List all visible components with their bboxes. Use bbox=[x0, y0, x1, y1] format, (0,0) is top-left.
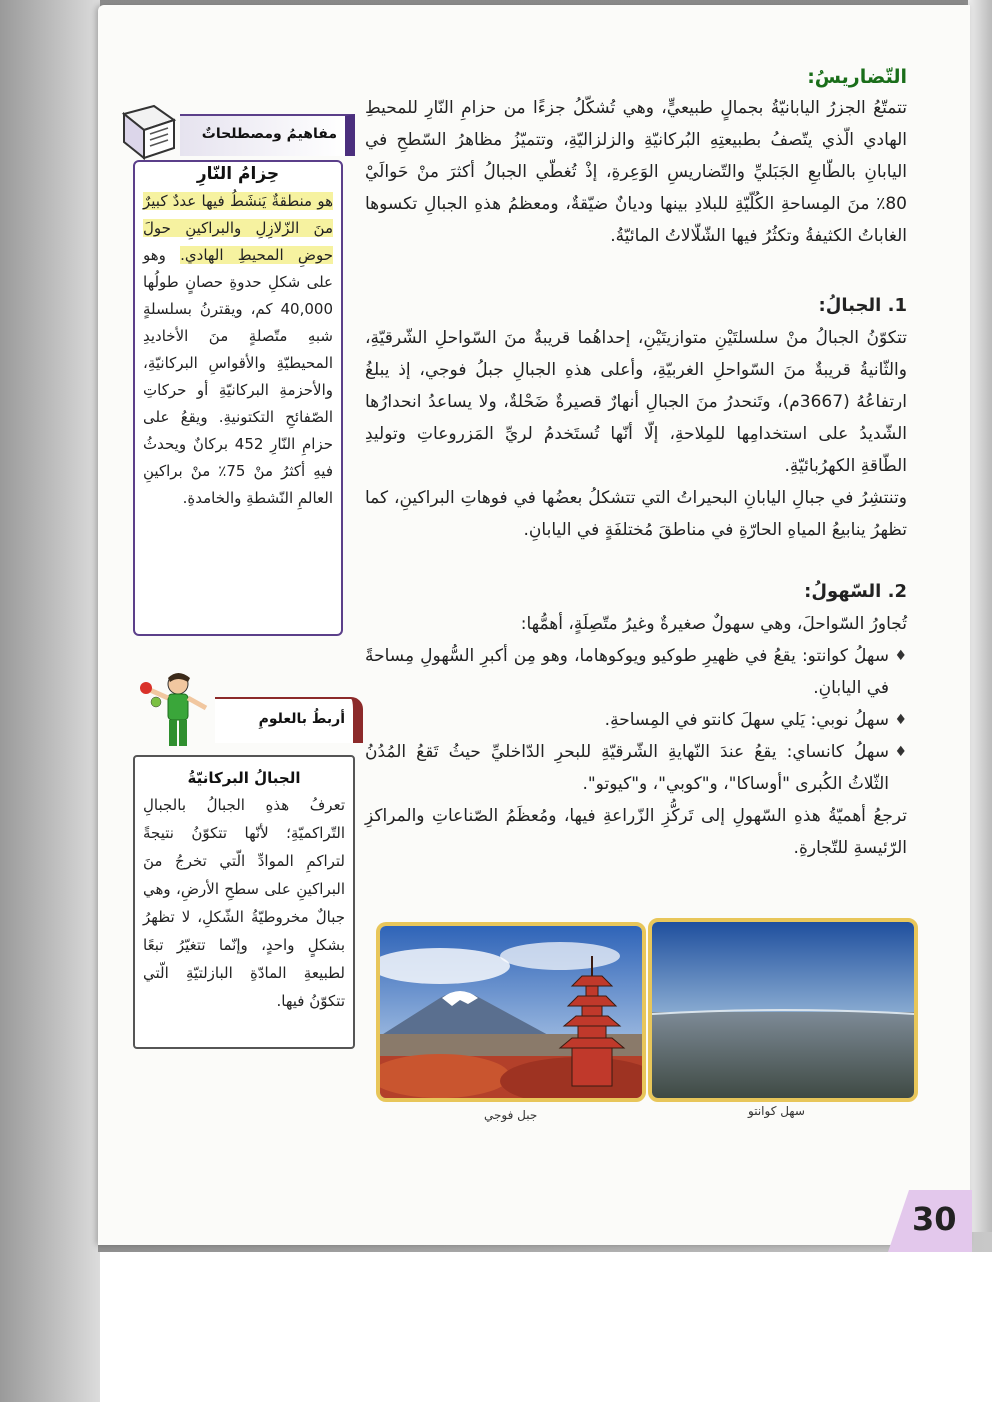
kanto-plain-photo bbox=[648, 918, 918, 1102]
mount-fuji-photo bbox=[376, 922, 646, 1102]
plains-list bbox=[365, 640, 907, 800]
fuji-caption: جبل فوجي bbox=[484, 1108, 538, 1122]
mountains-heading: 1. الجبالُ: bbox=[818, 295, 907, 316]
section-title: التّضاريسُ: bbox=[807, 66, 907, 88]
page-number: 30 bbox=[912, 1200, 957, 1238]
list-item: ♦ سهلُ كوانتو: يقعُ في ظهيرِ طوكيو ويوكوهاما، وهو مِن أكبرِ السُّهولِ مِساحةً في اليابانِ. bbox=[365, 640, 907, 704]
book-icon bbox=[116, 100, 182, 164]
intro-paragraph: تتمتّعُ الجزرُ اليابانيّةُ بجمالٍ طبيعيٍّ، وهي تُشكّلُ جزءًا من حزامِ النّارِ للمحيطِ الهادي الّذي يتّصفُ بطبيعتِهِ البُركانيّةِ والزلزاليّةِ، وتتميّزُ مظاهرُ السّطحِ في اليابانِ بالطّابعِ الجَبَليِّ والتّضاريسِ الوَعِرةِ، إذْ تُغطّي الجبالُ أكثرَ منْ حَوالَيْ 80٪ منَ المِساحةِ الكُلّيّةِ للبلادِ بينها وديانٌ ضيّقةٌ، ومعظمُ هذهِ الجبالِ تكسوها الغاباتُ الكثيفةُ وتكثُرُ فيها الشّلّالاتُ المائيّةُ. bbox=[365, 98, 907, 246]
plains-intro: تُجاورُ السّواحلَ، وهي سهولٌ صغيرةٌ وغيرُ متّصِلَةٍ، أهمُّها: bbox=[520, 614, 907, 634]
mountains-paragraph-2: وتنتشِرُ في جبالِ اليابانِ البحيراتُ التي تتشكلُ بعضُها في فوهاتِ البراكينِ، كما تظهرُ ينابيعُ المياهِ الحارّةِ في مناطقَ مُختلفَةٍ في اليابانِ. bbox=[365, 488, 907, 540]
student-illustration-icon bbox=[136, 668, 218, 756]
concepts-text bbox=[143, 188, 333, 512]
scan-left-edge bbox=[0, 0, 100, 1402]
science-tab bbox=[215, 697, 363, 743]
concepts-tab-label: مفاهيمُ ومصطلحاتٌ bbox=[201, 126, 337, 142]
mount-fuji-image bbox=[380, 926, 642, 1098]
concepts-rest-text: وهو على شكلِ حدوةِ حصانٍ طولُها 40,000 كم، ويقترنُ بسلسلةٍ شبهِ متّصلةٍ منَ الأخاديدِ المحيطيّةِ والأقواسِ البركانيّةِ، والأحزمةِ البركانيّةِ أو حركاتِ الصّفائحِ التكتونيةِ. ويقعُ على حزامِ النّارِ 452 بركانٌ ويحدثُ فيهِ أكثرُ منْ 75٪ منْ براكينِ العالمِ النّشطةِ والخامدةِ. bbox=[143, 246, 334, 507]
main-text-column bbox=[365, 62, 907, 864]
science-title: الجبالُ البركانيّةُ bbox=[187, 769, 301, 787]
concepts-highlighted-text: هو منطقةٌ يَنشَطُ فيها عددٌ كبيرٌ منَ الزّلازِلِ والبراكينِ حولَ حوضِ المحيطِ الهادي. bbox=[143, 192, 333, 264]
plains-outro: ترجعُ أهميّةُ هذهِ السّهولِ إلى تَركُّزِ الزّراعةِ فيها، ومُعظَمُ الصّناعاتِ والمراكزِ الرّئيسةِ للتّجارةِ. bbox=[365, 806, 907, 858]
concepts-title: حِزامُ النّارِ bbox=[196, 164, 280, 184]
concepts-tab bbox=[180, 114, 355, 156]
kanto-caption: سهل كوانتو bbox=[748, 1104, 805, 1118]
concepts-box bbox=[133, 160, 343, 636]
list-item: ♦ سهلُ نوبي: يَلي سهلَ كانتو في المِساحةِ. bbox=[365, 704, 907, 736]
science-box bbox=[133, 755, 355, 1049]
science-tab-label: أربطُ بالعلومِ bbox=[258, 711, 345, 727]
book-spine-edge bbox=[968, 0, 992, 1245]
mountains-paragraph-1: تتكوّنُ الجبالُ منْ سلسلتَيْنِ متوازيتَيْنِ، إحداهُما قريبةٌ منَ السّواحلِ الشّرقيّةِ، والثّانيةُ قريبةٌ منَ السّواحلِ الغربيّةِ، وأعلى هذهِ الجبالِ جبلُ فوجي، إذ يبلغُ ارتفاعُهُ (3667م)، وتَنحدرُ منَ الجبالِ أنهارٌ قصيرةٌ ضَحْلةٌ، ولا يساعدُ انحدارُها الشّديدُ على استخدامِها للمِلاحةِ، إلّا أنّها تُستَخدمُ لريِّ المَزروعاتِ وتوليدِ الطّاقةِ الكهرُبائيّةِ. bbox=[365, 328, 907, 476]
kanto-plain-image bbox=[652, 922, 914, 1098]
science-text: تعرفُ هذهِ الجبالُ بالجبالِ التّراكميّةِ؛ لأنّها تتكوّنُ نتيجةً لتراكمِ الموادِّ الّتي تخرجُ منَ البراكينِ على سطحِ الأرضِ، وهي جبالٌ مخروطيّةُ الشّكلِ، لا تظهرُ بشكلٍ واحدٍ، وإنّما تتغيّرُ تبعًا لطبيعةِ المادّةِ البازلتيّةِ الّتي تتكوّنُ فيها. bbox=[143, 796, 345, 1010]
plains-heading: 2. السّهولُ: bbox=[804, 581, 907, 602]
list-item: ♦ سهلُ كانساي: يقعُ عندَ النّهايةِ الشّرقيّةِ للبحرِ الدّاخليِّ حيثُ تَقعُ المُدُنُ الثّلاثُ الكُبرى "أوساكا"، و"كوبي"، و"كيوتو". bbox=[365, 736, 907, 800]
